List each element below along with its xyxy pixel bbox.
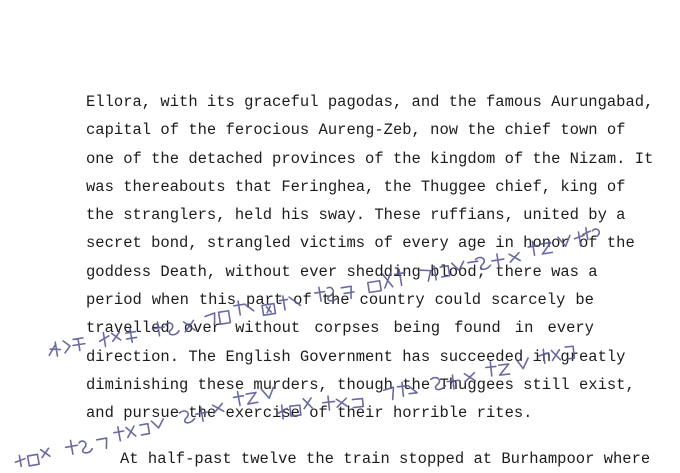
text-line: capital of the ferocious Aureng-Zeb, now the chief town of xyxy=(86,121,626,140)
text-line: diminishing these murders, though the Thuggees still exist, xyxy=(86,375,635,394)
text-line: period when this part of the country could scarcely be xyxy=(86,291,594,310)
paragraph-2-first-line: At half-past twelve the train stopped at Burhampoor where xyxy=(120,450,651,468)
text-line: was thereabouts that Feringhea, the Thuggee chief, king of xyxy=(86,177,626,196)
text-line: and pursue the exercise of their horrible rites. xyxy=(86,404,533,423)
paragraph-1 xyxy=(86,88,654,428)
text-line: goddess Death, without ever shedding blood; there was a xyxy=(86,262,598,281)
text-line: one of the detached provinces of the kingdom of the Nizam. It xyxy=(86,149,654,168)
text-line: the stranglers, held his sway. These ruffians, united by a xyxy=(86,206,626,225)
text-line: travelled over without corpses being found in every xyxy=(86,319,594,338)
text-line: direction. The English Government has succeeded in greatly xyxy=(86,347,626,366)
text-line: secret bond, strangled victims of every age in honor of the xyxy=(86,234,635,253)
text-line: Ellora, with its graceful pagodas, and the famous Aurungabad, xyxy=(86,93,654,111)
